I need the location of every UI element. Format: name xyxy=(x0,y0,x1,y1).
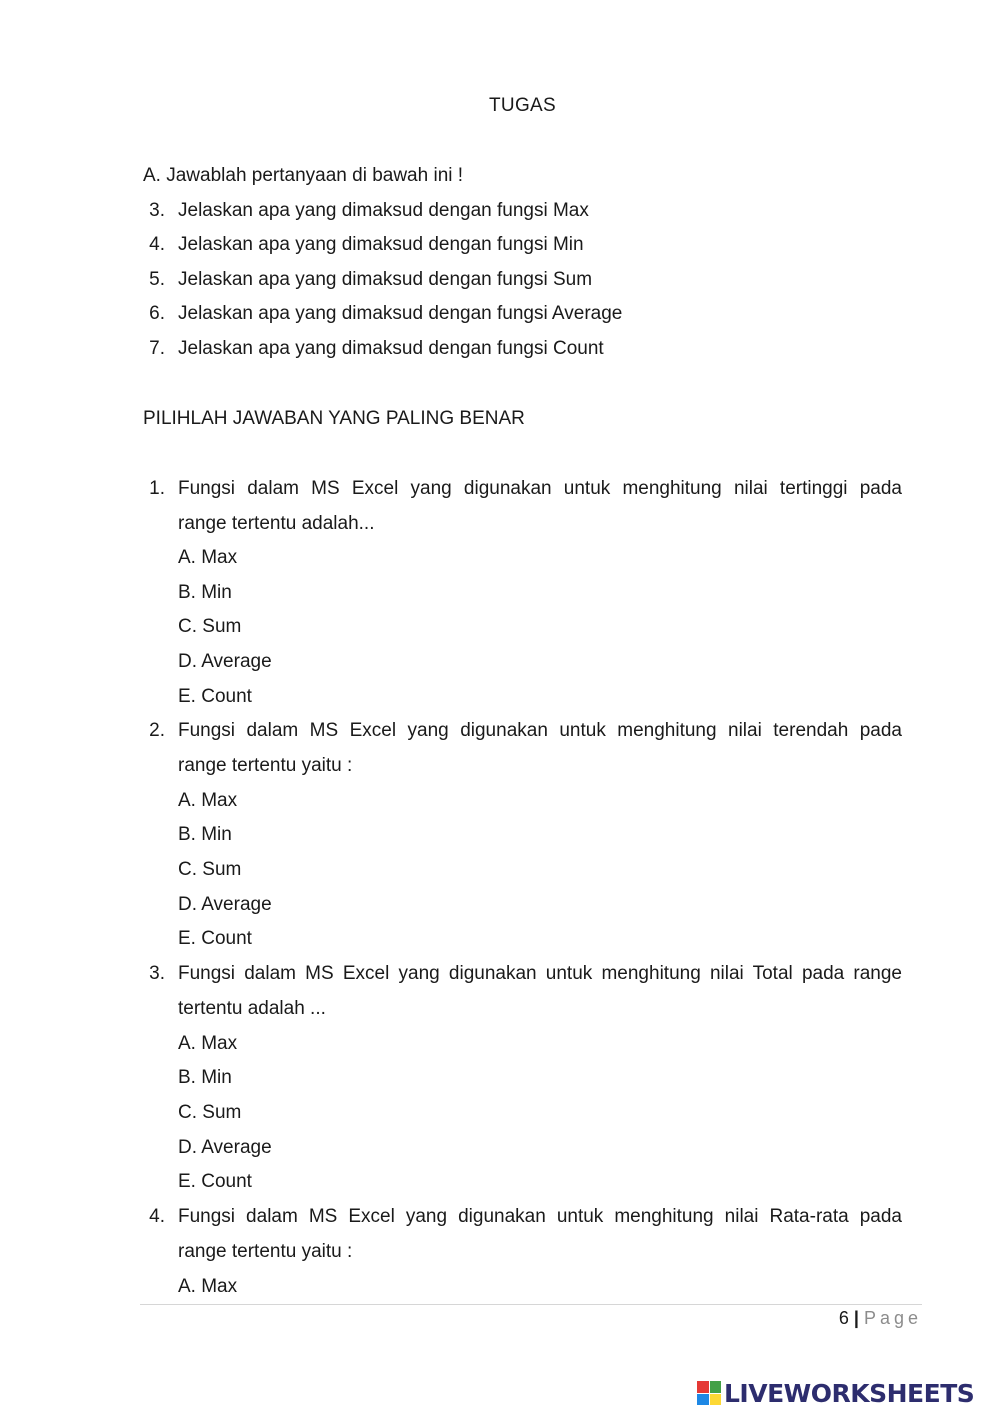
option-e: E. Count xyxy=(178,1171,252,1192)
option-b: B. Min xyxy=(178,582,232,603)
question-text-line1: Fungsi dalam MS Excel yang digunakan untuk menghitung nilai Total pada range xyxy=(178,963,902,984)
option-d: D. Average xyxy=(178,651,272,672)
question-text-line1: Fungsi dalam MS Excel yang digunakan untuk menghitung nilai tertinggi pada xyxy=(178,478,902,499)
item-text: Jelaskan apa yang dimaksud dengan fungsi Max xyxy=(178,200,589,221)
option-a: A. Max xyxy=(178,790,238,811)
option-e: E. Count xyxy=(178,928,252,949)
page-number-value: 6 xyxy=(838,1308,849,1328)
footer-divider xyxy=(140,1304,922,1305)
item-text: Jelaskan apa yang dimaksud dengan fungsi Average xyxy=(178,303,623,324)
item-number: 5. xyxy=(149,269,165,290)
question-number: 1. xyxy=(149,478,165,499)
item-number: 4. xyxy=(149,234,165,255)
question-text-line2: range tertentu yaitu : xyxy=(178,755,353,776)
page-number xyxy=(839,1308,922,1329)
option-a: A. Max xyxy=(178,1033,238,1054)
section-b-heading: PILIHLAH JAWABAN YANG PALING BENAR xyxy=(143,408,525,429)
option-c: C. Sum xyxy=(178,1102,242,1123)
item-number: 3. xyxy=(149,200,165,221)
option-a: A. Max xyxy=(178,1276,238,1297)
question-number: 4. xyxy=(149,1206,165,1227)
liveworksheets-watermark xyxy=(697,1378,974,1408)
item-text: Jelaskan apa yang dimaksud dengan fungsi Min xyxy=(178,234,584,255)
option-e: E. Count xyxy=(178,686,252,707)
option-b: B. Min xyxy=(178,1067,232,1088)
question-number: 2. xyxy=(149,720,165,741)
question-text-line1: Fungsi dalam MS Excel yang digunakan untuk menghitung nilai Rata-rata pada xyxy=(178,1206,902,1227)
page-label: Page xyxy=(863,1308,922,1328)
question-text-line2: tertentu adalah ... xyxy=(178,998,326,1019)
section-a-heading: A. Jawablah pertanyaan di bawah ini ! xyxy=(143,165,464,186)
item-number: 7. xyxy=(149,338,165,359)
watermark-text: LIVEWORKSHEETS xyxy=(724,1378,975,1408)
option-c: C. Sum xyxy=(178,859,242,880)
question-text-line2: range tertentu adalah... xyxy=(178,513,375,534)
page-title: TUGAS xyxy=(489,95,556,116)
question-number: 3. xyxy=(149,963,165,984)
option-d: D. Average xyxy=(178,894,272,915)
question-text-line1: Fungsi dalam MS Excel yang digunakan untuk menghitung nilai terendah pada xyxy=(178,720,902,741)
option-b: B. Min xyxy=(178,824,232,845)
item-number: 6. xyxy=(149,303,165,324)
option-c: C. Sum xyxy=(178,616,242,637)
option-a: A. Max xyxy=(178,547,238,568)
item-text: Jelaskan apa yang dimaksud dengan fungsi Count xyxy=(178,338,604,359)
question-text-line2: range tertentu yaitu : xyxy=(178,1241,353,1262)
liveworksheets-logo-icon xyxy=(697,1381,721,1405)
item-text: Jelaskan apa yang dimaksud dengan fungsi Sum xyxy=(178,269,593,290)
option-d: D. Average xyxy=(178,1137,272,1158)
page-separator: | xyxy=(853,1308,859,1328)
